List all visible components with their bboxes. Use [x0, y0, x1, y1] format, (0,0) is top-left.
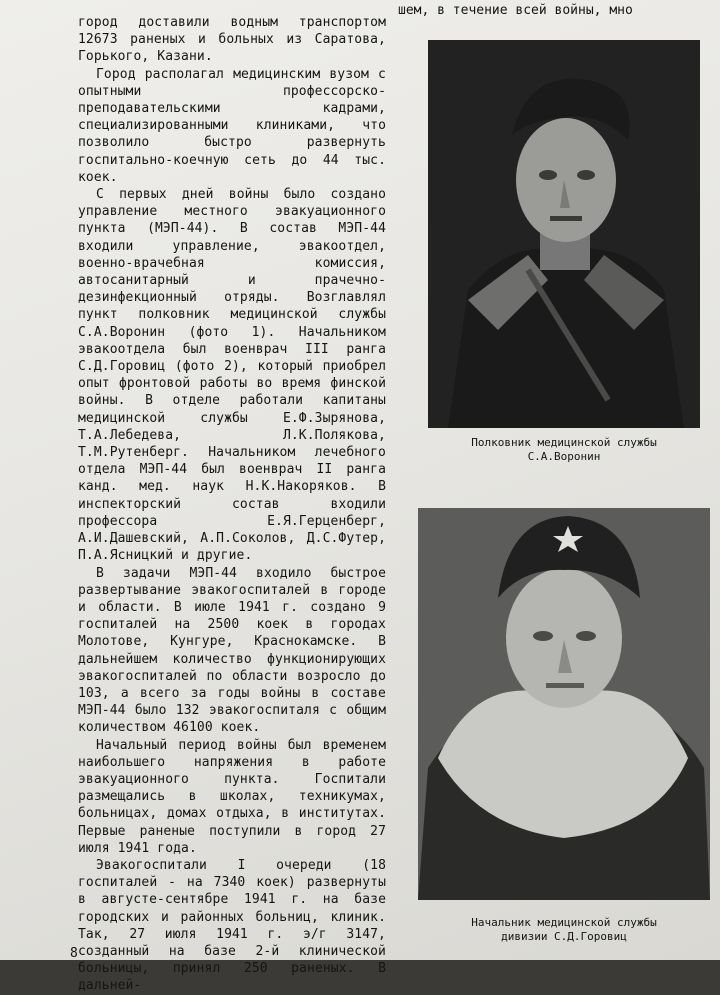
caption-line: С.А.Воронин	[527, 450, 601, 463]
paragraph: В задачи МЭП-44 входило быстрое развертывание эвакогоспиталей в городе и области. В июле 1941 г. создано 9 госпиталей на 2500 коек в городах Молотове, Кунгуре, Краснокамске. В дальнейшем количество функционирующих эвакогоспиталей по области возросло до 103, а всего за годы войны в составе МЭП-44 было 132 эвакогоспиталя с общим количеством 46100 коек.	[78, 565, 386, 736]
paragraph: Начальный период войны был временем наибольшего напряжения в работе эвакуационного пункта. Госпитали размещались в школах, техникумах, больницах, домах отдыха, в институтах. Первые раненые поступили в город 27 июля 1941 года.	[78, 737, 386, 856]
paragraph: Город располагал медицинским вузом с опытными профессорско-преподавательскими кадрами, специализированными клиниками, что позволило быстро развернуть госпитально-коечную сеть до 44 тыс. коек.	[78, 66, 386, 185]
text-column	[78, 14, 386, 995]
paragraph: город доставили водным транспортом 12673 раненых и больных из Саратова, Горького, Казани.	[78, 15, 386, 65]
continued-text-fragment: шем, в течение всей войны, мно	[398, 3, 633, 18]
caption-line: дивизии С.Д.Горовиц	[501, 930, 627, 943]
portrait-photo-voronin	[428, 40, 700, 428]
portrait-illustration	[428, 40, 700, 428]
page-number: 8	[70, 946, 78, 961]
photo-caption	[428, 436, 700, 464]
photo-caption	[418, 916, 710, 944]
portrait-illustration	[418, 508, 710, 900]
caption-line: Начальник медицинской службы	[471, 916, 657, 929]
portrait-photo-gorovits	[418, 508, 710, 900]
paragraph: Эвакогоспитали I очереди (18 госпиталей - на 7340 коек) развернуты в августе-сентябре 1941 г. на базе городских и районных больниц, клиник. Так, 27 июля 1941 г. э/г 3147, созданный на базе 2-й клинической больницы, принял 250 раненых. В дальней-	[78, 857, 386, 994]
paragraph: С первых дней войны было создано управление местного эвакуационного пункта (МЭП-44). В состав МЭП-44 входили управление, эвакоотдел, военно-врачебная комиссия, автосанитарный и прачечно-дезинфекционный отряды. Возглавлял пункт полковник медицинской службы С.А.Воронин (фото 1). Начальником эвакоотдела был военврач III ранга С.Д.Горовиц (фото 2), который приобрел опыт фронтовой работы во время финской войны. В отделе работали капитаны медицинской службы Е.Ф.Зырянова, Т.А.Лебедева, Л.К.Полякова, Т.М.Рутенберг. Начальником лечебного отдела МЭП-44 был военврач II ранга канд. мед. наук Н.К.Накоряков. В инспекторский состав входили профессора Е.Я.Герценберг, А.И.Дашевский, А.П.Соколов, Д.С.Футер, П.А.Ясницкий и другие.	[78, 187, 386, 564]
caption-line: Полковник медицинской службы	[471, 436, 657, 449]
